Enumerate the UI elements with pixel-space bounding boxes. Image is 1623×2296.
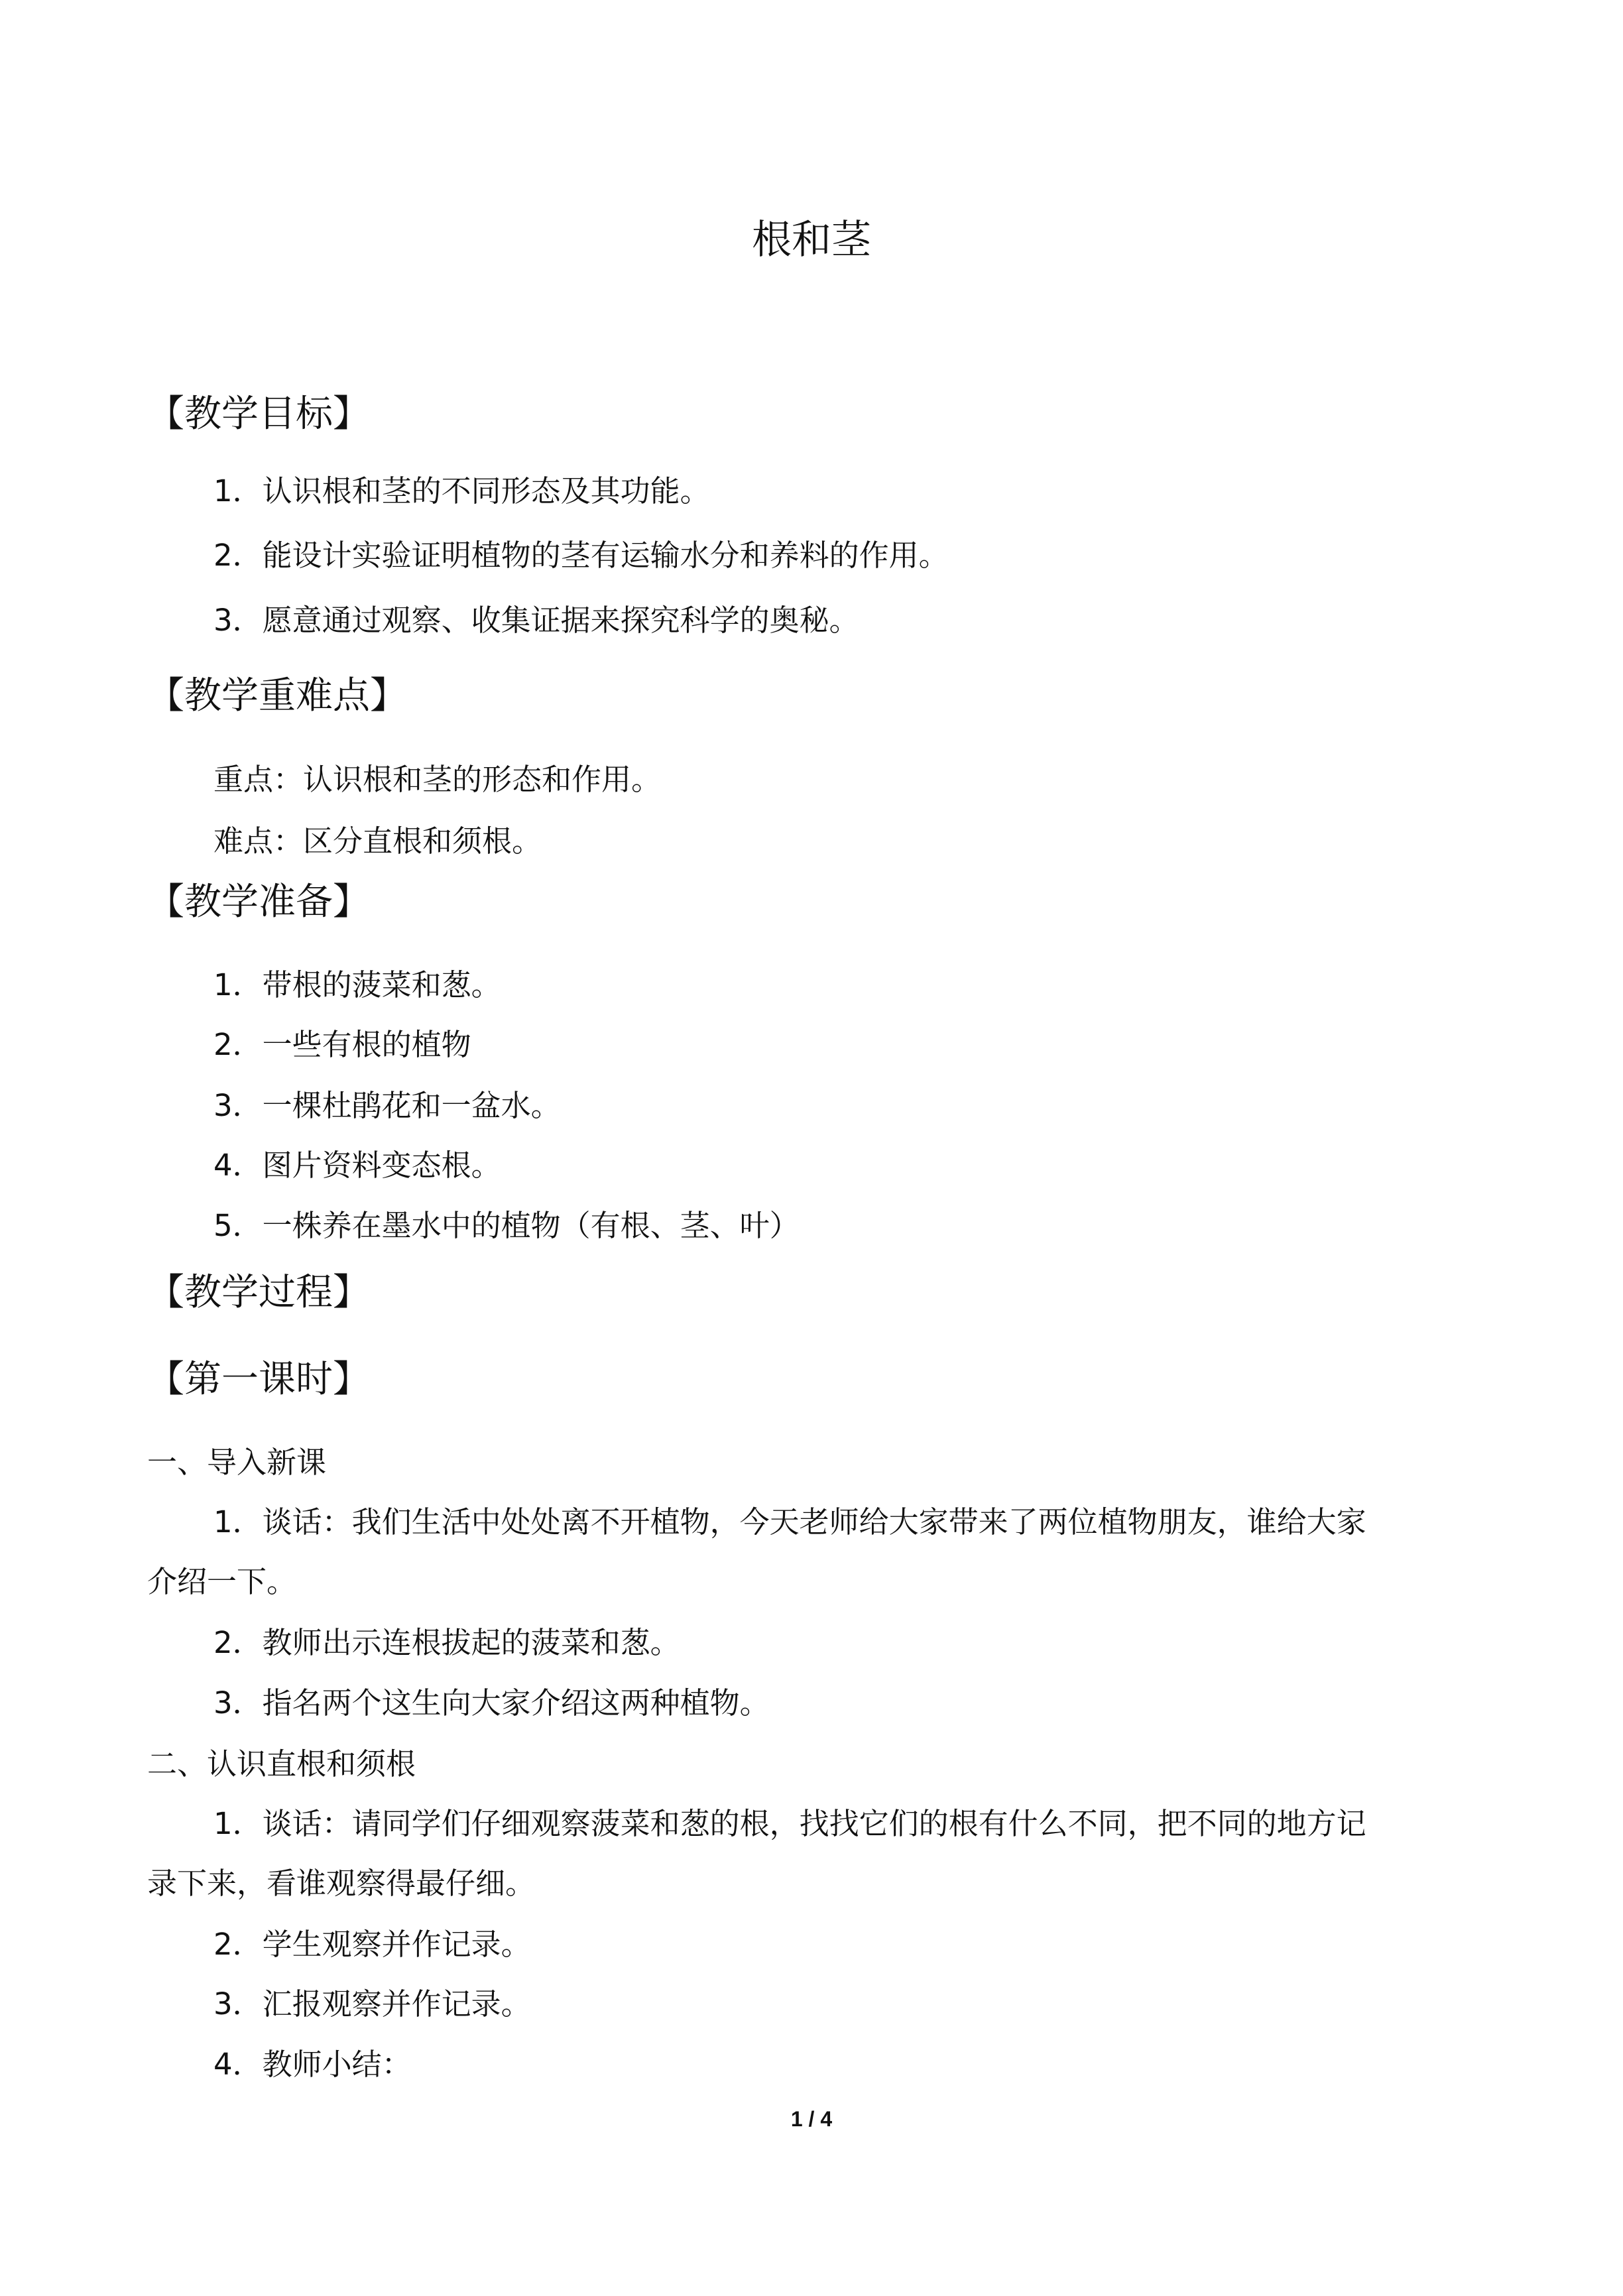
paragraph-line: 录下来，看谁观察得最仔细。 — [147, 1866, 536, 1901]
paragraph-line: 2．教师出示连根拔起的菠菜和葱。 — [213, 1625, 680, 1660]
part-title-roots: 二、认识直根和须根 — [147, 1746, 416, 1782]
paragraph-line: 1．谈话：请同学们仔细观察菠菜和葱的根，找找它们的根有什么不同，把不同的地方记 — [213, 1806, 1366, 1841]
prep-item: 5．一株养在墨水中的植物（有根、茎、叶） — [213, 1208, 800, 1243]
heading-process: 【教学过程】 — [147, 1271, 370, 1314]
prep-item: 1．带根的菠菜和葱。 — [213, 967, 501, 1002]
prep-item: 3．一棵杜鹃花和一盆水。 — [213, 1088, 561, 1123]
paragraph-line: 3．指名两个这生向大家介绍这两种植物。 — [213, 1685, 770, 1721]
paragraph-line: 4．教师小结： — [213, 2047, 412, 2082]
goal-item: 3．愿意通过观察、收集证据来探究科学的奥秘。 — [213, 603, 859, 638]
page-number: 1 / 4 — [790, 2107, 833, 2131]
heading-key-points: 【教学重难点】 — [147, 674, 407, 717]
heading-teaching-goals: 【教学目标】 — [147, 393, 370, 436]
goal-item: 2．能设计实验证明植物的茎有运输水分和养料的作用。 — [213, 538, 949, 573]
difficulty-item: 难点：区分直根和须根。 — [213, 823, 542, 859]
prep-item: 2．一些有根的植物 — [213, 1027, 471, 1062]
page-title: 根和茎 — [752, 217, 871, 263]
paragraph-line: 2．学生观察并作记录。 — [213, 1927, 531, 1962]
part-title-introduction: 一、导入新课 — [147, 1445, 327, 1480]
key-point-item: 重点：认识根和茎的形态和作用。 — [213, 762, 662, 797]
heading-first-lesson: 【第一课时】 — [147, 1358, 370, 1401]
goal-item: 1．认识根和茎的不同形态及其功能。 — [213, 473, 710, 509]
paragraph-line: 介绍一下。 — [147, 1564, 297, 1599]
heading-preparation: 【教学准备】 — [147, 880, 370, 924]
paragraph-line: 1．谈话：我们生活中处处离不开植物，今天老师给大家带来了两位植物朋友，谁给大家 — [213, 1504, 1366, 1540]
paragraph-line: 3．汇报观察并作记录。 — [213, 1986, 531, 2022]
prep-item: 4．图片资料变态根。 — [213, 1148, 501, 1183]
